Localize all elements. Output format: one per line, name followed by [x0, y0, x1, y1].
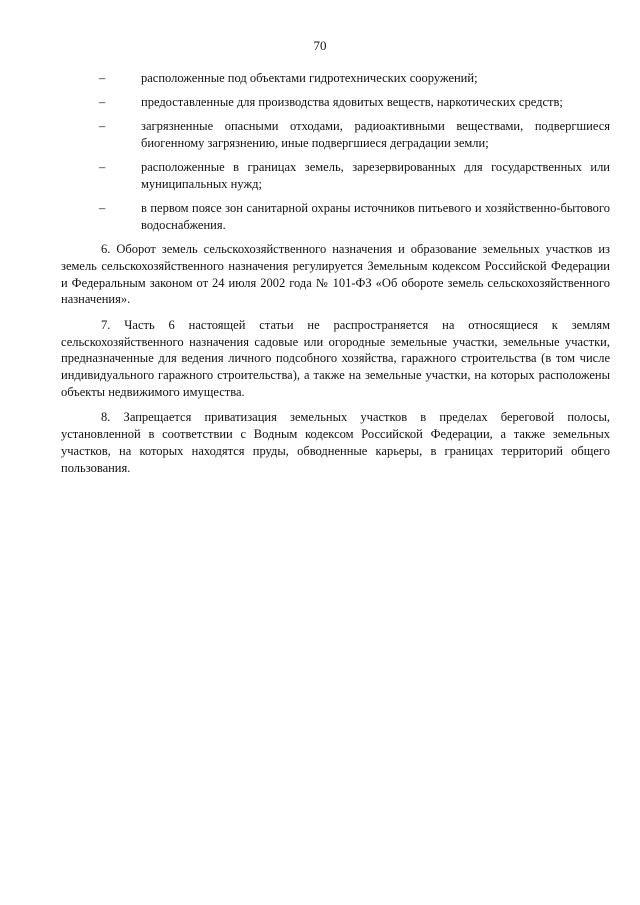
paragraph-7: 7. Часть 6 настоящей статьи не распространяется на относящиеся к землям сельскохозяйственного назначения садовые или огородные земельные участки, земельные участки, предназначенные для ведения личного подсобного хозяйства, гаражного строительства (в том числе индивидуального гаражного строительства), а также на земельные участки, на которых расположены объекты недвижимого имущества. — [61, 317, 610, 399]
list-item-text: расположенные под объектами гидротехнических сооружений; — [141, 71, 478, 85]
list-item-text: в первом поясе зон санитарной охраны источников питьевого и хозяйственно-бытового водоснабжения. — [141, 201, 610, 232]
list-item — [61, 70, 610, 87]
list-dash: – — [99, 201, 106, 216]
list-item — [61, 200, 610, 233]
list-dash: – — [99, 71, 106, 85]
document-body — [61, 70, 610, 485]
list-item-text: предоставленные для производства ядовитых веществ, наркотических средств; — [141, 95, 563, 110]
list-item — [61, 159, 610, 192]
list-dash: – — [99, 119, 106, 134]
list-dash: – — [99, 160, 106, 175]
list-item — [61, 118, 610, 151]
paragraph-6: 6. Оборот земель сельскохозяйственного назначения и образование земельных участков из земель сельскохозяйственного назначения регулируется Земельным кодексом Российской Федерации и Федеральным законом от 24 июля 2002 года № 101-ФЗ «Об обороте земель сельскохозяйственного назначения». — [61, 242, 610, 307]
paragraph-8: 8. Запрещается приватизация земельных участков в пределах береговой полосы, установленной в соответствии с Водным кодексом Российской Федерации, а также земельных участков, на которых находятся пруды, обводненные карьеры, в границах территорий общего пользования. — [61, 410, 610, 475]
list-item — [61, 94, 610, 111]
page-number: 70 — [313, 38, 327, 53]
list-item-text: расположенные в границах земель, зарезервированных для государственных или муниципальных нужд; — [141, 160, 610, 192]
list-item-text: загрязненные опасными отходами, радиоактивными веществами, подвергшиеся биогенному загрязнению, иные подвергшиеся деградации земли; — [141, 119, 610, 151]
list-dash: – — [99, 95, 106, 110]
